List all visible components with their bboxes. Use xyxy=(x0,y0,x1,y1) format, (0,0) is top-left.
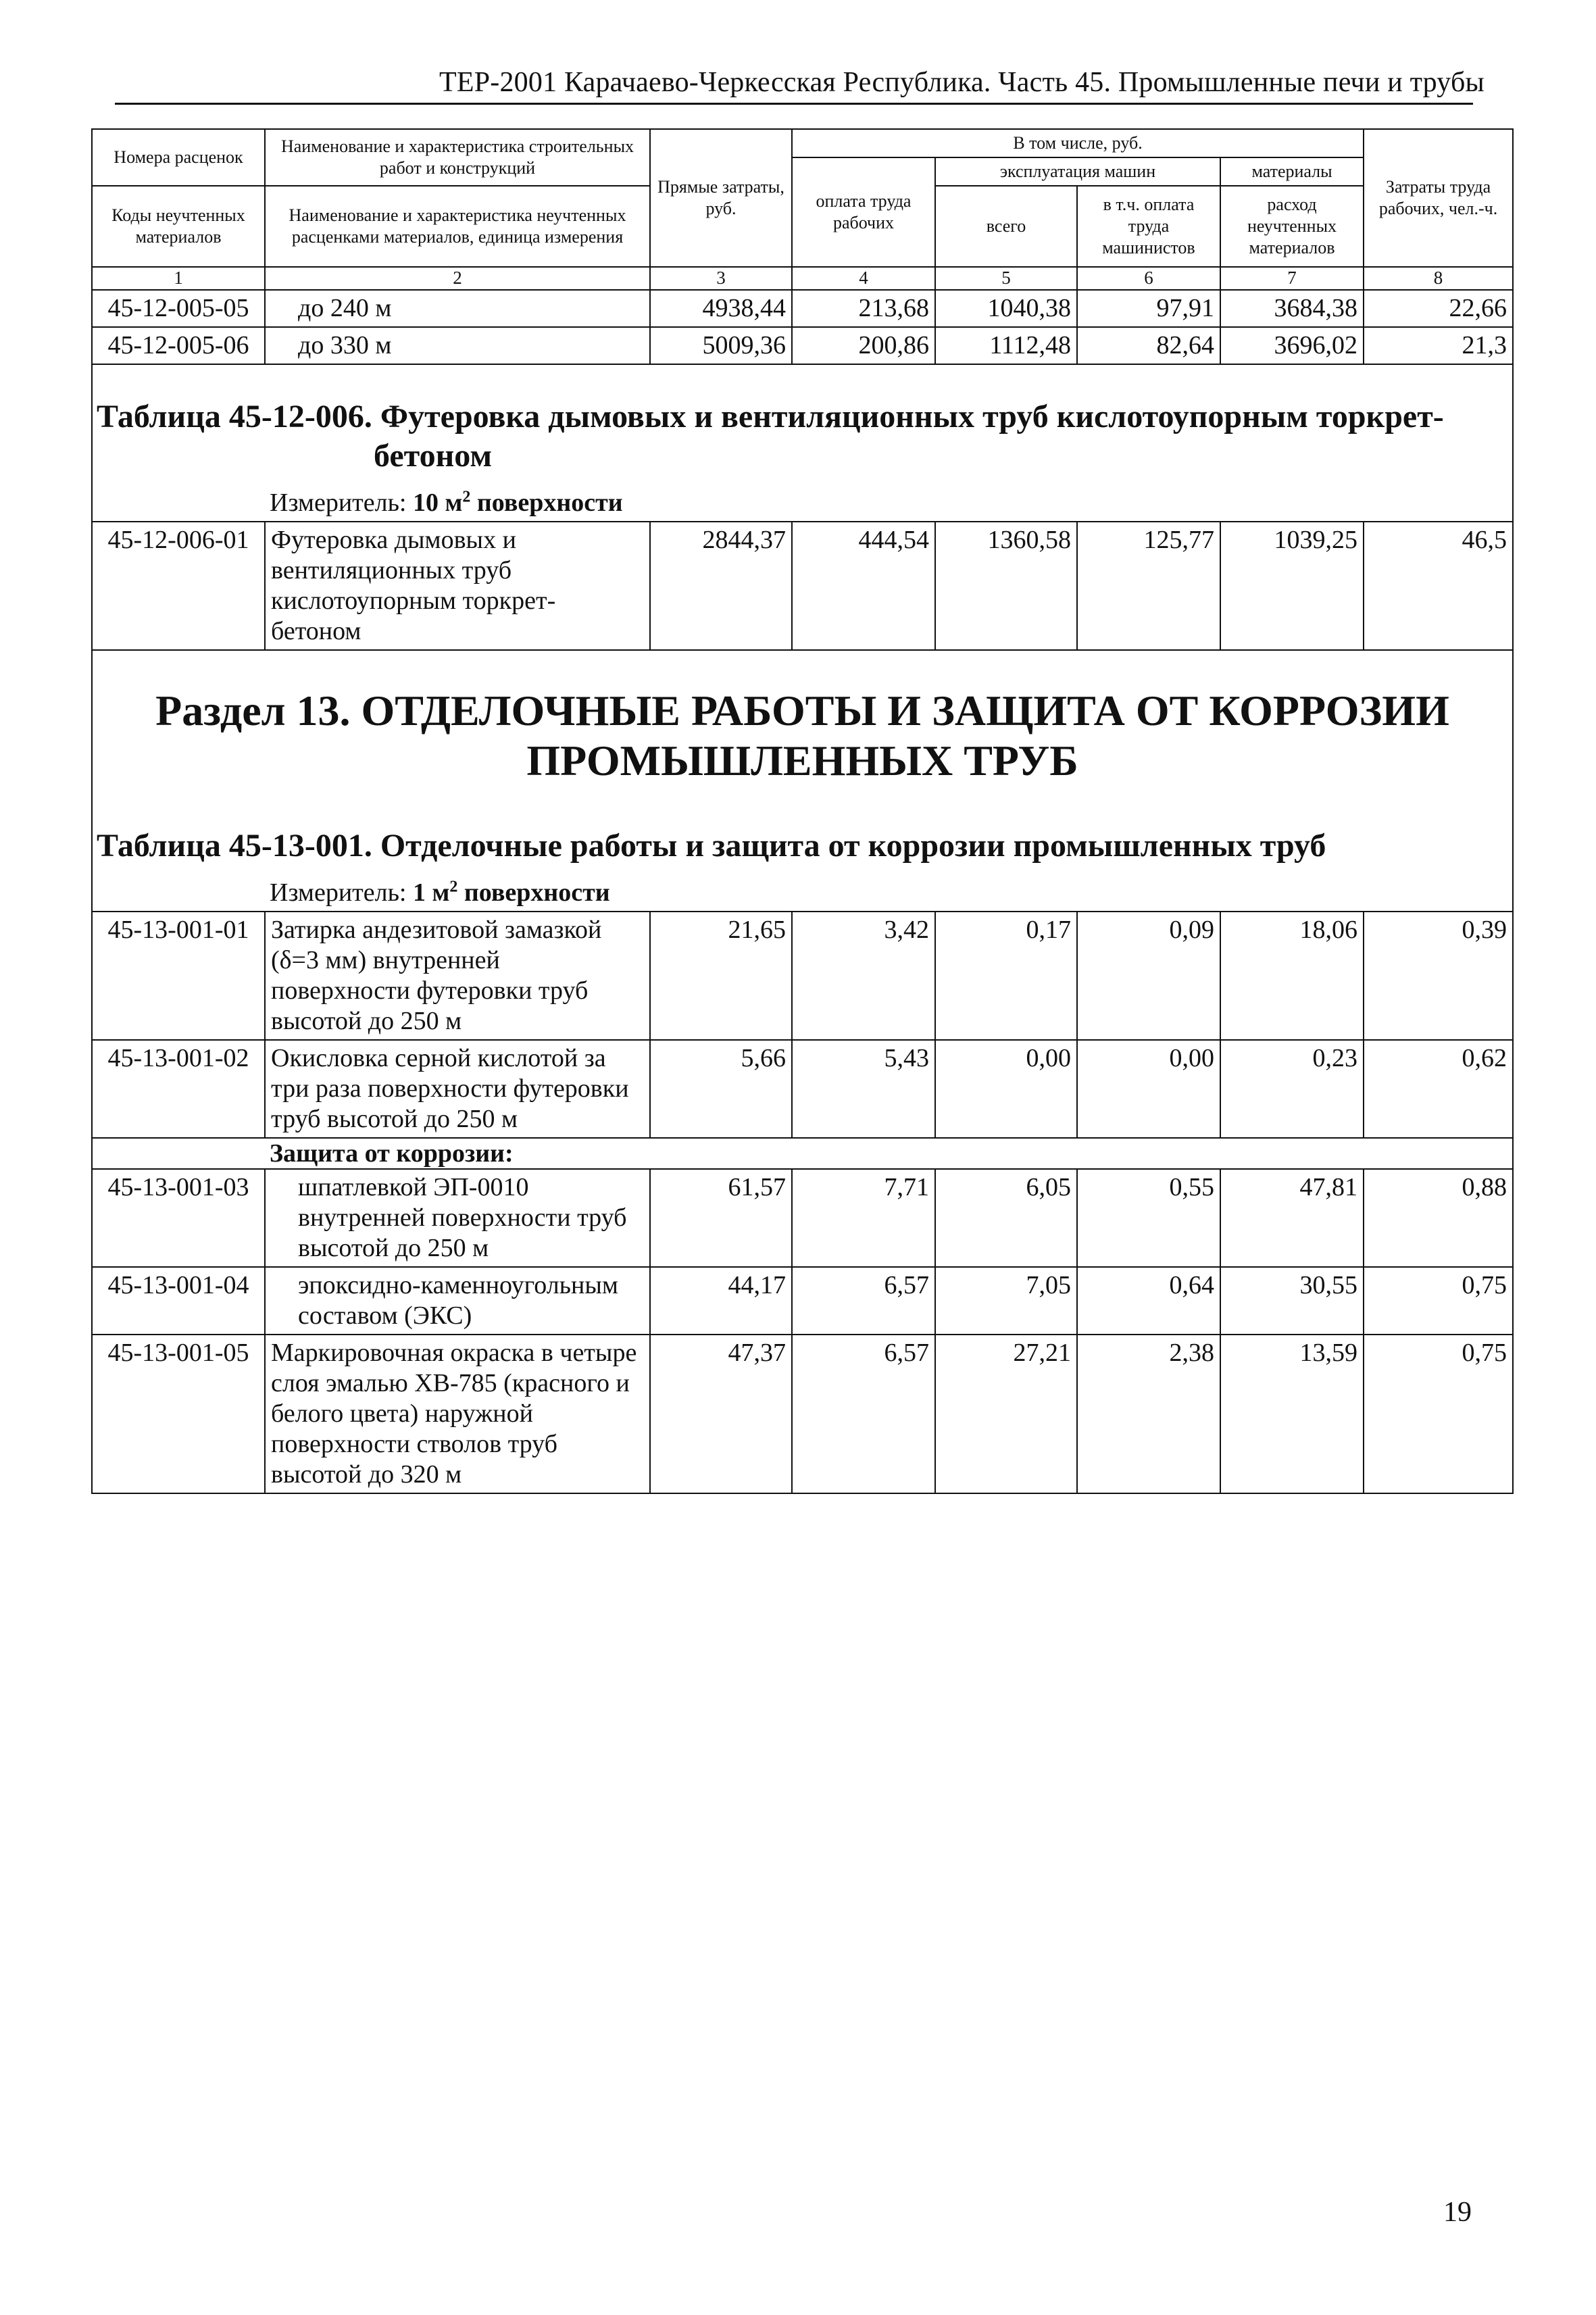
materials: 30,55 xyxy=(1220,1267,1364,1335)
machine-total: 1360,58 xyxy=(935,522,1077,650)
table-row xyxy=(92,522,1513,650)
machinist-pay: 0,09 xyxy=(1077,912,1220,1040)
labor-hours: 46,5 xyxy=(1364,522,1513,650)
table-row xyxy=(92,290,1513,327)
labor-hours: 22,66 xyxy=(1364,290,1513,327)
rate-code: 45-13-001-03 xyxy=(92,1169,265,1267)
header-rate-numbers: Номера расценок xyxy=(92,129,265,186)
machinist-pay: 2,38 xyxy=(1077,1335,1220,1493)
measure-sup: 2 xyxy=(462,488,471,506)
rate-name: шпатлевкой ЭП-0010 внутренней поверхности труб высотой до 250 м xyxy=(265,1169,650,1267)
table-row xyxy=(92,1267,1513,1335)
running-header: ТЕР-2001 Карачаево-Черкесская Республика. Часть 45. Промышленные печи и трубы xyxy=(439,67,1485,98)
table-row xyxy=(92,912,1513,1040)
column-number: 4 xyxy=(792,267,935,290)
direct-costs: 5,66 xyxy=(650,1040,792,1138)
labor-pay: 7,71 xyxy=(792,1169,935,1267)
materials: 1039,25 xyxy=(1220,522,1364,650)
header-work-name: Наименование и характеристика строительных работ и конструкций xyxy=(265,129,650,186)
machine-total: 0,00 xyxy=(935,1040,1077,1138)
labor-pay: 5,43 xyxy=(792,1040,935,1138)
header-including: В том числе, руб. xyxy=(792,129,1364,157)
rate-name: Окисловка серной кислотой за три раза поверхности футеровки труб высотой до 250 м xyxy=(265,1040,650,1138)
column-number: 8 xyxy=(1364,267,1513,290)
rate-name: Футеровка дымовых и вентиляционных труб кислотоупорным торкрет-бетоном xyxy=(265,522,650,650)
labor-hours: 0,75 xyxy=(1364,1267,1513,1335)
rate-code: 45-13-001-04 xyxy=(92,1267,265,1335)
table-row xyxy=(92,1335,1513,1493)
rate-code: 45-13-001-01 xyxy=(92,912,265,1040)
direct-costs: 47,37 xyxy=(650,1335,792,1493)
header-machine-total: всего xyxy=(935,186,1077,267)
table-title: Таблица 45-13-001. Отделочные работы и защита от коррозии промышленных труб xyxy=(92,799,1513,875)
machinist-pay: 0,00 xyxy=(1077,1040,1220,1138)
machine-total: 0,17 xyxy=(935,912,1077,1040)
rate-code: 45-13-001-05 xyxy=(92,1335,265,1493)
machinist-pay: 0,64 xyxy=(1077,1267,1220,1335)
direct-costs: 2844,37 xyxy=(650,522,792,650)
page-number: 19 xyxy=(1443,2197,1472,2228)
materials: 18,06 xyxy=(1220,912,1364,1040)
table-title-line2: бетоном xyxy=(374,438,493,474)
machine-total: 6,05 xyxy=(935,1169,1077,1267)
subheading: Защита от коррозии: xyxy=(92,1138,1513,1169)
materials: 3684,38 xyxy=(1220,290,1364,327)
header-material-codes: Коды неучтенных материалов xyxy=(92,186,265,267)
header-machinist-pay: в т.ч. оплата труда машинистов xyxy=(1077,186,1220,267)
header-direct-costs: Прямые затраты, руб. xyxy=(650,129,792,267)
rate-code: 45-12-005-06 xyxy=(92,327,265,364)
machinist-pay: 125,77 xyxy=(1077,522,1220,650)
measure-unit-text: поверхности xyxy=(464,878,610,907)
measure-label: Измеритель: xyxy=(270,878,407,907)
direct-costs: 44,17 xyxy=(650,1267,792,1335)
labor-pay: 6,57 xyxy=(792,1335,935,1493)
measure-unit xyxy=(92,485,1513,522)
labor-pay: 200,86 xyxy=(792,327,935,364)
column-number: 6 xyxy=(1077,267,1220,290)
header-labor-pay: оплата труда рабочих xyxy=(792,157,935,267)
header-rule xyxy=(115,103,1473,105)
labor-pay: 213,68 xyxy=(792,290,935,327)
machine-total: 1040,38 xyxy=(935,290,1077,327)
rate-name: эпоксидно-каменноугольным составом (ЭКС) xyxy=(265,1267,650,1335)
rate-name: Маркировочная окраска в четыре слоя эмалью ХВ-785 (красного и белого цвета) наружной поверхности стволов труб высотой до 320 м xyxy=(265,1335,650,1493)
labor-pay: 444,54 xyxy=(792,522,935,650)
table-row xyxy=(92,1040,1513,1138)
header-materials-unaccounted: расход неучтенных материалов xyxy=(1220,186,1364,267)
labor-hours: 0,88 xyxy=(1364,1169,1513,1267)
machinist-pay: 0,55 xyxy=(1077,1169,1220,1267)
header-material-name: Наименование и характеристика неучтенных расценками материалов, единица измерения xyxy=(265,186,650,267)
table-row xyxy=(92,327,1513,364)
direct-costs: 4938,44 xyxy=(650,290,792,327)
header-machine-operation: эксплуатация машин xyxy=(935,157,1220,186)
machine-total: 7,05 xyxy=(935,1267,1077,1335)
rates-table xyxy=(91,128,1514,1494)
direct-costs: 5009,36 xyxy=(650,327,792,364)
labor-hours: 0,39 xyxy=(1364,912,1513,1040)
header-labor-hours: Затраты труда рабочих, чел.-ч. xyxy=(1364,129,1513,267)
measure-sup: 2 xyxy=(449,878,458,896)
measure-unit-text: поверхности xyxy=(476,489,623,517)
column-number: 2 xyxy=(265,267,650,290)
column-number: 7 xyxy=(1220,267,1364,290)
labor-pay: 3,42 xyxy=(792,912,935,1040)
measure-unit xyxy=(92,875,1513,912)
materials: 47,81 xyxy=(1220,1169,1364,1267)
section-title: Раздел 13. ОТДЕЛОЧНЫЕ РАБОТЫ И ЗАЩИТА ОТ КОРРОЗИИ ПРОМЫШЛЕННЫХ ТРУБ xyxy=(92,650,1513,799)
measure-value: 1 м xyxy=(413,878,450,907)
machinist-pay: 82,64 xyxy=(1077,327,1220,364)
machine-total: 1112,48 xyxy=(935,327,1077,364)
rate-code: 45-13-001-02 xyxy=(92,1040,265,1138)
labor-hours: 21,3 xyxy=(1364,327,1513,364)
direct-costs: 21,65 xyxy=(650,912,792,1040)
labor-pay: 6,57 xyxy=(792,1267,935,1335)
measure-value: 10 м xyxy=(413,489,463,517)
labor-hours: 0,62 xyxy=(1364,1040,1513,1138)
measure-label: Измеритель: xyxy=(270,489,407,517)
column-number: 5 xyxy=(935,267,1077,290)
rate-name: до 240 м xyxy=(265,290,650,327)
rate-code: 45-12-005-05 xyxy=(92,290,265,327)
labor-hours: 0,75 xyxy=(1364,1335,1513,1493)
header-materials: материалы xyxy=(1220,157,1364,186)
machine-total: 27,21 xyxy=(935,1335,1077,1493)
materials: 13,59 xyxy=(1220,1335,1364,1493)
column-number: 3 xyxy=(650,267,792,290)
column-number: 1 xyxy=(92,267,265,290)
materials: 3696,02 xyxy=(1220,327,1364,364)
direct-costs: 61,57 xyxy=(650,1169,792,1267)
materials: 0,23 xyxy=(1220,1040,1364,1138)
rate-code: 45-12-006-01 xyxy=(92,522,265,650)
rate-name: до 330 м xyxy=(265,327,650,364)
table-title xyxy=(92,364,1513,485)
table-row xyxy=(92,1169,1513,1267)
table-title-line1: Таблица 45-12-006. Футеровка дымовых и вентиляционных труб кислотоупорным торкрет- xyxy=(97,399,1444,434)
machinist-pay: 97,91 xyxy=(1077,290,1220,327)
rate-name: Затирка андезитовой замазкой (δ=3 мм) внутренней поверхности футеровки труб высотой до 250 м xyxy=(265,912,650,1040)
